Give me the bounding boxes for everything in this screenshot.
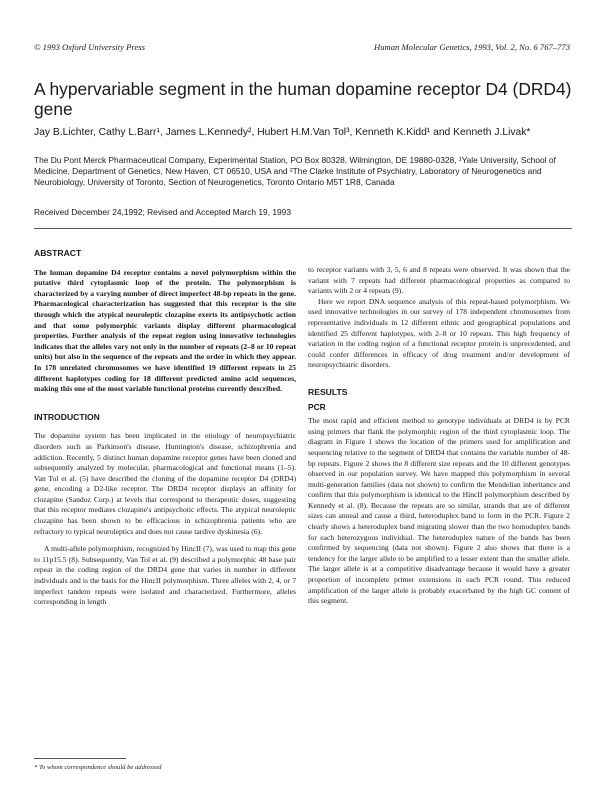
intro-paragraph-1: The dopamine system has been implicated in the etiology of neuropsychiatric disorders such as Parkinson's disease, Huntington's disease, schizophrenia and addiction. Recently, 5 distinct human dopamine receptor genes have been cloned and subsequently analyzed by molecular, pharmacological and functional means (1–5). Van Tol et al. (5) have described the cloning of the dopamine receptor D4 (DRD4) gene, encoding a D2-like receptor. The DRD4 receptor displays an affinity for clozapine (Sandoz Corp.) at levels that correspond to therapeutic doses, suggesting that this receptor mediates clozapine's antipsychotic effects. The atypical neuroleptic clozapine has been shown to be efficacious in schizophrenia patients who are refractory to typical neuroleptics and does not cause tardive dyskinesia (6). [34,431,296,536]
introduction-heading: INTRODUCTION [34,411,100,422]
right-paragraph-2: Here we report DNA sequence analysis of this repeat-based polymorphism. We used innovative technologies in our survey of 178 independent chromosomes from representative individuals in 12 different ethnic and geographical populations and identified 25 different haplotypes, with 2–8 or 10 repeats. This high frequency of variation in the coding region of a functional receptor protein is unprecedented, and could confer differences in efficacy of drug treatment and/or development of neuropsychiatric disorders. [308,296,570,370]
affiliations: The Du Pont Merck Pharmaceutical Company, Experimental Station, PO Box 80328, Wilmington, DE 19880-0328, ¹Yale University, School of Medicine, Department of Genetics, New Haven, CT 06510, USA and ²The Clarke Institute of Psychiatry, Laboratory of Neurogenetics and Neurobiology, University of Toronto, Section of Neurogenetics, Toronto Ontario M5T 1R8, Canada [34,155,556,187]
running-head-left: © 1993 Oxford University Press [34,42,145,52]
received-dates: Received December 24,1992; Revised and Accepted March 19, 1993 [34,207,291,217]
intro-paragraph-2: A multi-allele polymorphism, recognized by HincII (7), was used to map this gene to 11p15.5 (8). Subsequently, Van Tol et al. (9) described a polymorphic 48 base pair repeat in the coding region of the DRD4 gene that varies in number in different individuals and is the basis for the HincII polymorphism. Three alleles with 2, 4, or 7 imperfect tandem repeats were isolated and characterized. Furthermore, alleles corresponding in length [34,544,296,607]
paper-title: A hypervariable segment in the human dopamine receptor D4 (DRD4) gene [34,79,572,119]
running-head-right: Human Molecular Genetics, 1993, Vol. 2, No. 6 767–773 [374,42,570,52]
right-column [308,265,570,607]
footnote-rule [34,758,126,759]
header-rule [34,228,572,229]
pcr-heading: PCR [308,401,326,412]
right-paragraph-1: to receptor variants with 3, 5, 6 and 8 repeats were observed. It was shown that the variant with 7 repeats had different pharmacological properties as compared to variants with 2 or 4 repeats (9). [308,265,570,296]
results-paragraph: The most rapid and efficient method to genotype individuals at DRD4 is by PCR using primers that flank the polymorphic region of the third cytoplasmic loop. The diagram in Figure 1 shows the location of the primers used for amplification and sequencing relative to the segment of DRD4 that contains the variable number of 48-bp repeats. Figure 2 shows the 8 different size repeats and the 10 different genotypes observed in our population survey. We have mapped this polymorphism in several multi-generation families (data not shown) to confirm the Mendelian inheritance and confirm that this polymorphism is identical to the HincII polymorphism described by Kennedy et al. (8). Because the repeats are so similar, strands that are of different sizes can anneal and cause a third, heteroduplex band to form in the PCR. Figure 2 clearly shows a heteroduplex band migrating slower than the two homoduplex bands for each heterozygous individual. The heteroduplex nature of the bands has been confirmed by sequencing (data not shown). Figure 2 also shows that there is a tendency for the larger allele to be amplified to a lesser extent than the smaller allele. The larger allele is at a competitive disadvantage because it would have a greater proportion of incomplete primer extensions in each PCR round. This reduced amplification of the larger allele is probably exacerbated by the high GC content of this segment. [308,416,570,606]
author-list: Jay B.Lichter, Cathy L.Barr¹, James L.Kennedy², Hubert H.M.Van Tol³, Kenneth K.Kidd¹ and Kenneth J.Livak* [34,127,531,138]
abstract-text: The human dopamine D4 receptor contains a novel polymorphism within the putative third cytoplasmic loop of the protein. The polymorphism is characterized by a varying number of direct imperfect 48-bp repeats in the gene. Pharmacological characterization has suggested that this receptor is the site through which the atypical neuroleptic clozapine exerts its antipsychotic action and that some polymorphic variants display different pharmacological properties. Further analysis of the repeat region using innovative technologies indicates that the alleles vary not only in the number of repeats (2–8 or 10 repeat units) but also in the sequence of the repeats and the order in which they appear. In 178 unrelated chromosomes we have identified 19 different repeats in 25 different haplotypes coding for 18 different predicted amino acid sequences, making this one of the most variable functional proteins currently described. [34,267,296,394]
results-heading: RESULTS [308,386,348,397]
footnote: * To whom correspondence should be addressed [34,764,162,771]
abstract-heading: ABSTRACT [34,248,82,258]
running-head [34,42,570,52]
left-column [34,248,296,608]
